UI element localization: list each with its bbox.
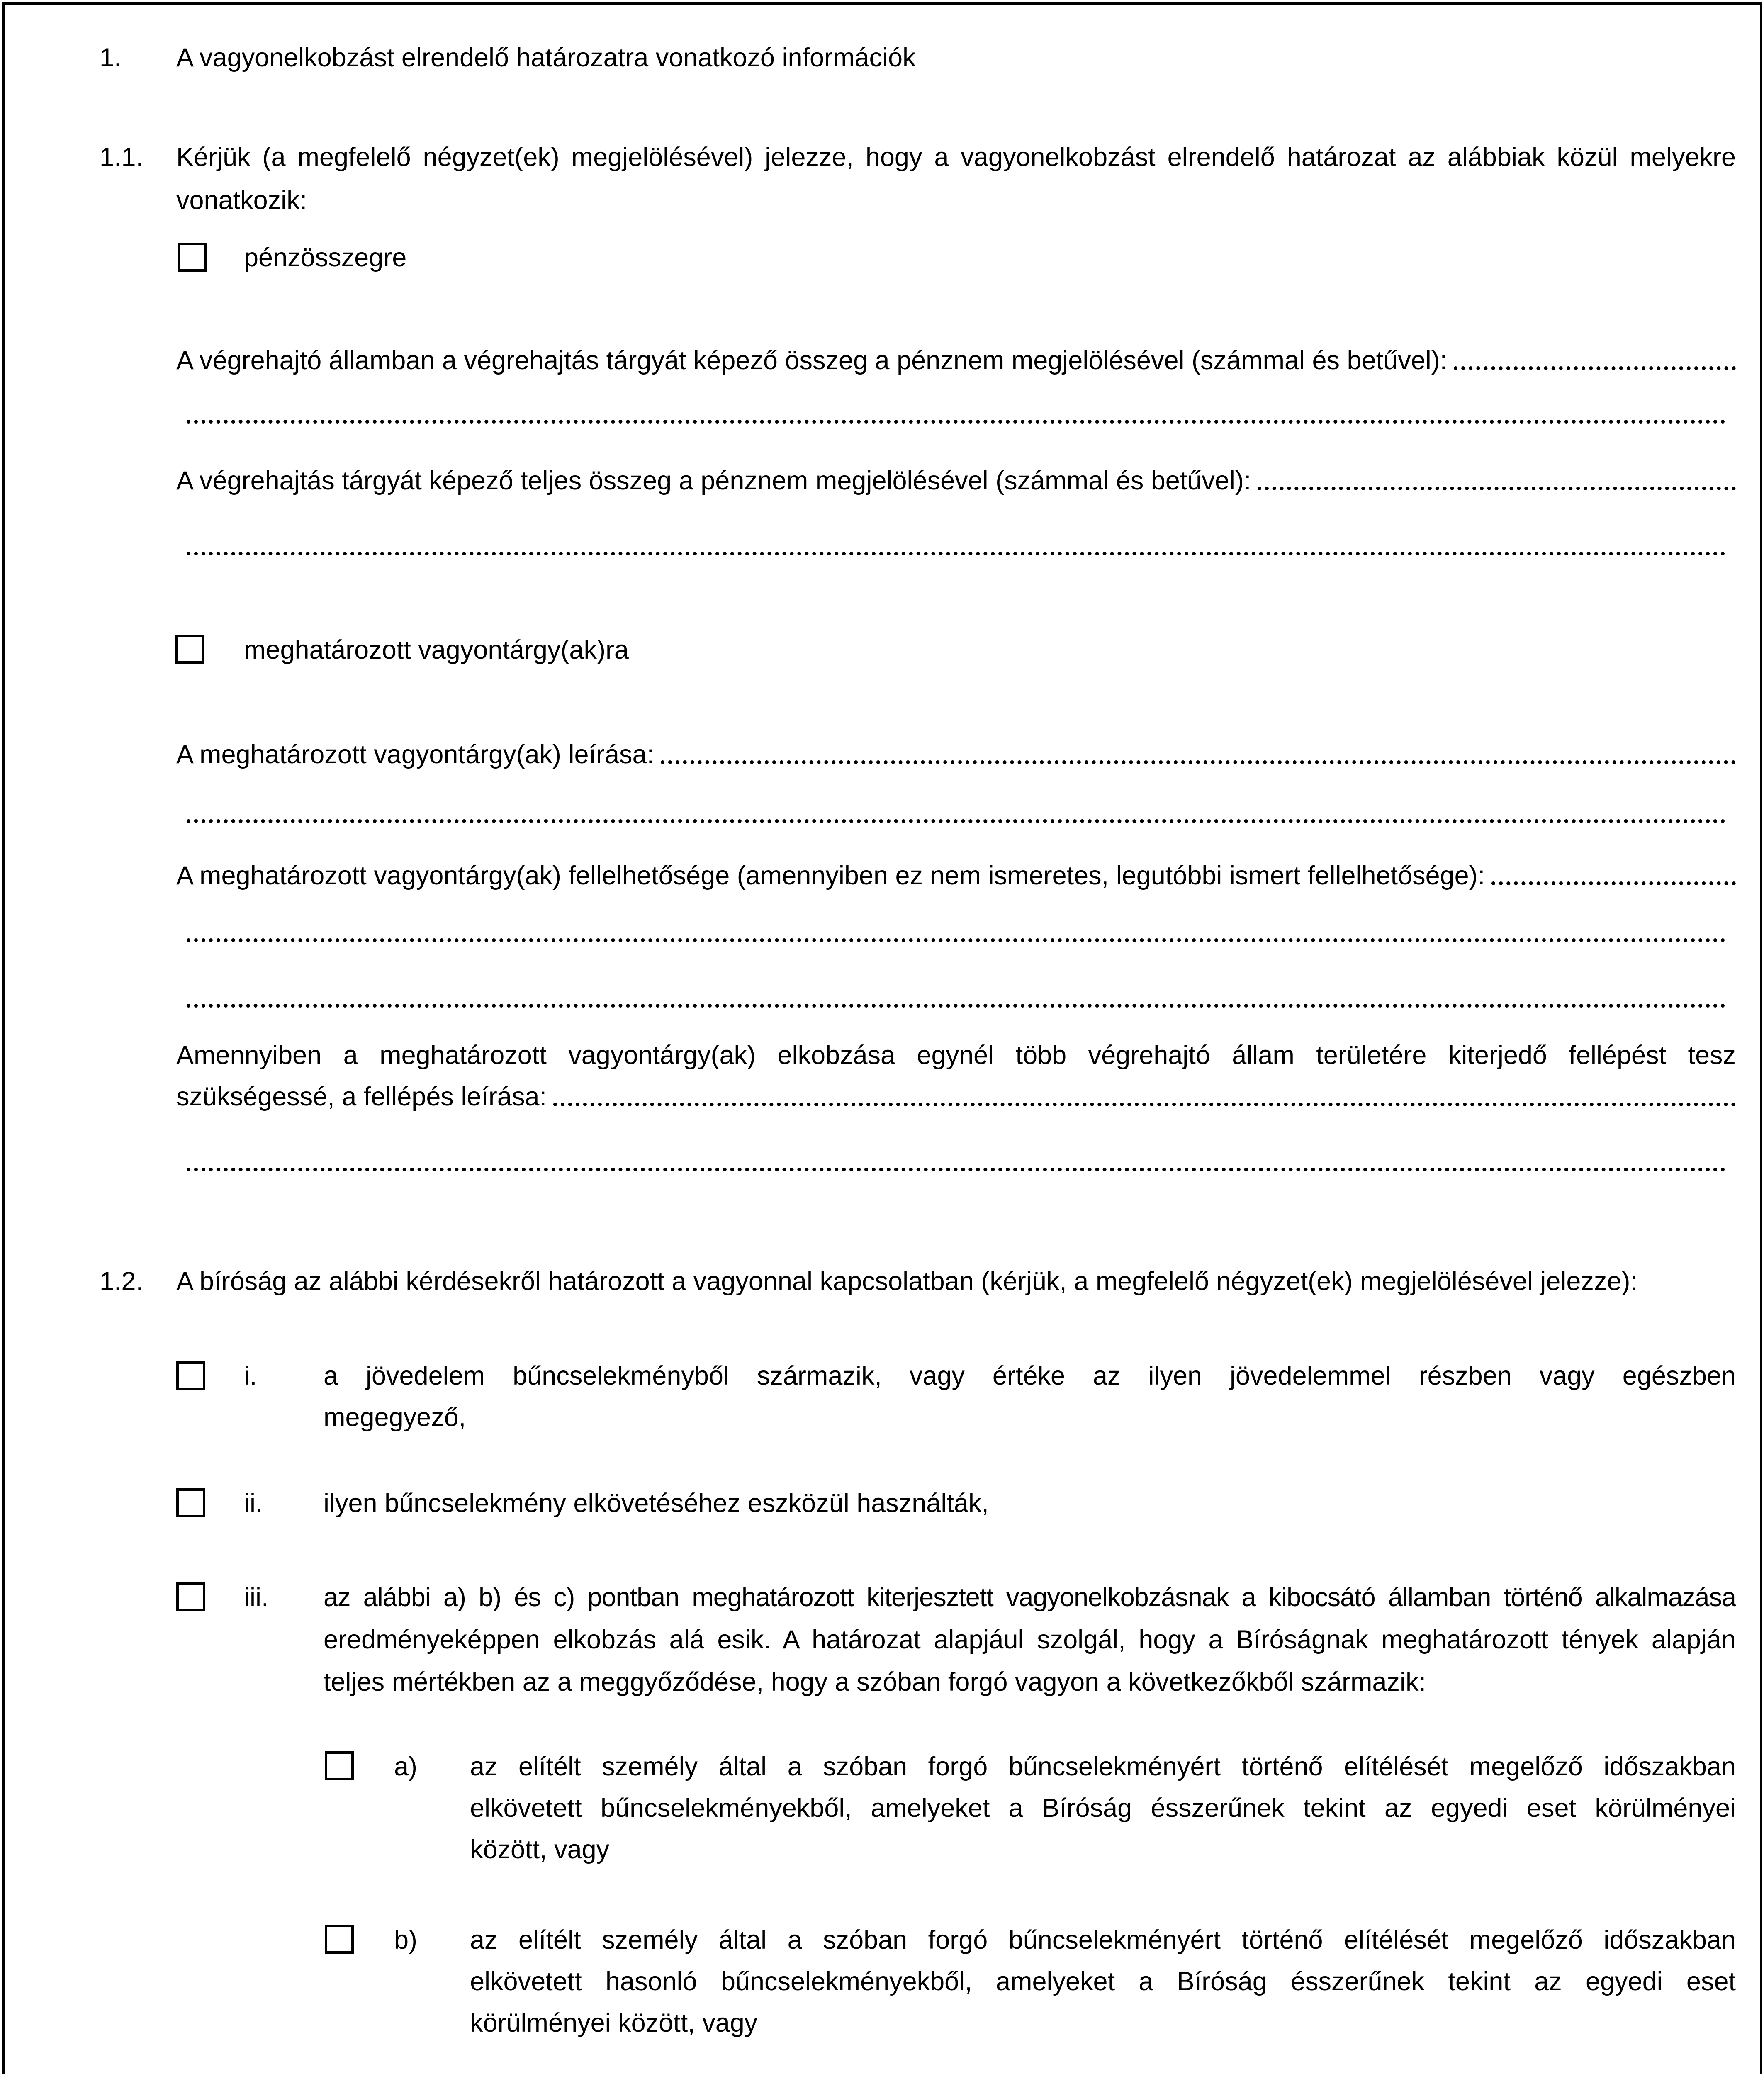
section-1-1-number: 1.1.	[100, 143, 144, 172]
item-b-text-line1: az elítélt személy által a szóban forgó bűncselekményért történő elítélését megelőző időszakban	[470, 1926, 1736, 1955]
item-iii-text-line1: az alábbi a) b) és c) pontban meghatározott kiterjesztett vagyonelkobzásnak a kibocsátó államban történő alkalmazása	[324, 1583, 1736, 1612]
amount-state-row	[176, 340, 1736, 381]
item-ii-text: ilyen bűncselekmény elkövetéséhez eszközül használták,	[324, 1489, 989, 1518]
item-a-text-line1: az elítélt személy által a szóban forgó bűncselekményért történő elítélését megelőző időszakban	[470, 1752, 1736, 1781]
item-a-text-line3: között, vagy	[470, 1835, 610, 1864]
amount-total-field[interactable]	[1258, 487, 1736, 490]
item-b-text-line2: elkövetett hasonló bűncselekményekből, amelyeket a Bíróság ésszerűnek tekint az egyedi eset	[470, 1967, 1736, 1996]
section-1-1-text-line2: vonatkozik:	[176, 186, 307, 215]
property-location-field-line3[interactable]	[187, 1004, 1725, 1008]
property-location-row	[176, 855, 1736, 896]
amount-state-field-continued[interactable]	[187, 420, 1725, 424]
amount-state-label: A végrehajtó államban a végrehajtás tárgyát képező összeg a pénznem megjelölésével (számmal és betűvel):	[176, 346, 1448, 375]
section-1-number: 1.	[100, 43, 122, 72]
section-1-1-text-line1: Kérjük (a megfelelő négyzet(ek) megjelölésével) jelezze, hogy a vagyonelkobzást elrendelő határozat az alábbiak közül melyekre	[176, 143, 1736, 172]
item-ii-number: ii.	[244, 1489, 263, 1518]
multi-state-row	[176, 1076, 1736, 1117]
section-1-title: A vagyonelkobzást elrendelő határozatra vonatkozó információk	[176, 43, 916, 72]
property-option-label: meghatározott vagyontárgy(ak)ra	[244, 635, 629, 665]
multi-state-text-line1: Amennyiben a meghatározott vagyontárgy(ak) elkobzása egynél több végrehajtó állam területére kiterjedő fellépést tesz	[176, 1041, 1736, 1070]
item-ii-checkbox[interactable]	[176, 1488, 205, 1517]
property-desc-field[interactable]	[661, 760, 1736, 764]
item-iii-checkbox[interactable]	[176, 1582, 205, 1611]
item-b-checkbox[interactable]	[325, 1925, 354, 1954]
property-desc-label: A meghatározott vagyontárgy(ak) leírása:	[176, 740, 655, 769]
section-1-2-text: A bíróság az alábbi kérdésekről határozott a vagyonnal kapcsolatban (kérjük, a megfelelő négyzet(ek) megjelölésével jelezze):	[176, 1267, 1637, 1296]
property-desc-row	[176, 734, 1736, 775]
item-b-letter: b)	[394, 1926, 418, 1955]
item-iii-text-line3: teljes mértékben az a meggyőződése, hogy a szóban forgó vagyon a következőkből származik:	[324, 1667, 1426, 1697]
item-i-number: i.	[244, 1361, 257, 1390]
multi-state-field-continued[interactable]	[187, 1168, 1725, 1171]
property-location-label: A meghatározott vagyontárgy(ak) fellelhetősége (amennyiben ez nem ismeretes, legutóbbi ismert fellelhetősége):	[176, 861, 1485, 890]
item-iii-text-line2: eredményeképpen elkobzás alá esik. A határozat alapjául szolgál, hogy a Bíróságnak meghatározott tények alapján	[324, 1625, 1736, 1654]
amount-state-field[interactable]	[1454, 366, 1736, 370]
multi-state-label: szükségessé, a fellépés leírása:	[176, 1082, 547, 1111]
item-i-text-line2: megegyező,	[324, 1403, 466, 1432]
item-i-text-line1: a jövedelem bűncselekményből származik, vagy értéke az ilyen jövedelemmel részben vagy egészben	[324, 1361, 1736, 1390]
item-a-text-line2: elkövetett bűncselekményekből, amelyeket a Bíróság ésszerűnek tekint az egyedi eset körülményei	[470, 1794, 1736, 1823]
item-a-checkbox[interactable]	[325, 1751, 354, 1780]
item-b-text-line3: körülményei között, vagy	[470, 2008, 758, 2037]
amount-total-row	[176, 460, 1736, 501]
property-checkbox[interactable]	[175, 635, 204, 664]
multi-state-field[interactable]	[553, 1103, 1736, 1106]
property-location-field[interactable]	[1491, 881, 1736, 885]
item-iii-number: iii.	[244, 1583, 269, 1612]
property-location-field-line2[interactable]	[187, 938, 1725, 942]
amount-total-label: A végrehajtás tárgyát képező teljes összeg a pénznem megjelölésével (számmal és betűvel):	[176, 466, 1251, 495]
item-i-checkbox[interactable]	[176, 1361, 205, 1390]
amount-total-field-continued[interactable]	[187, 552, 1725, 555]
item-a-letter: a)	[394, 1752, 418, 1781]
money-option-label: pénzösszegre	[244, 243, 407, 272]
money-checkbox[interactable]	[178, 243, 207, 272]
property-desc-field-continued[interactable]	[187, 819, 1725, 823]
section-1-2-number: 1.2.	[100, 1267, 144, 1296]
